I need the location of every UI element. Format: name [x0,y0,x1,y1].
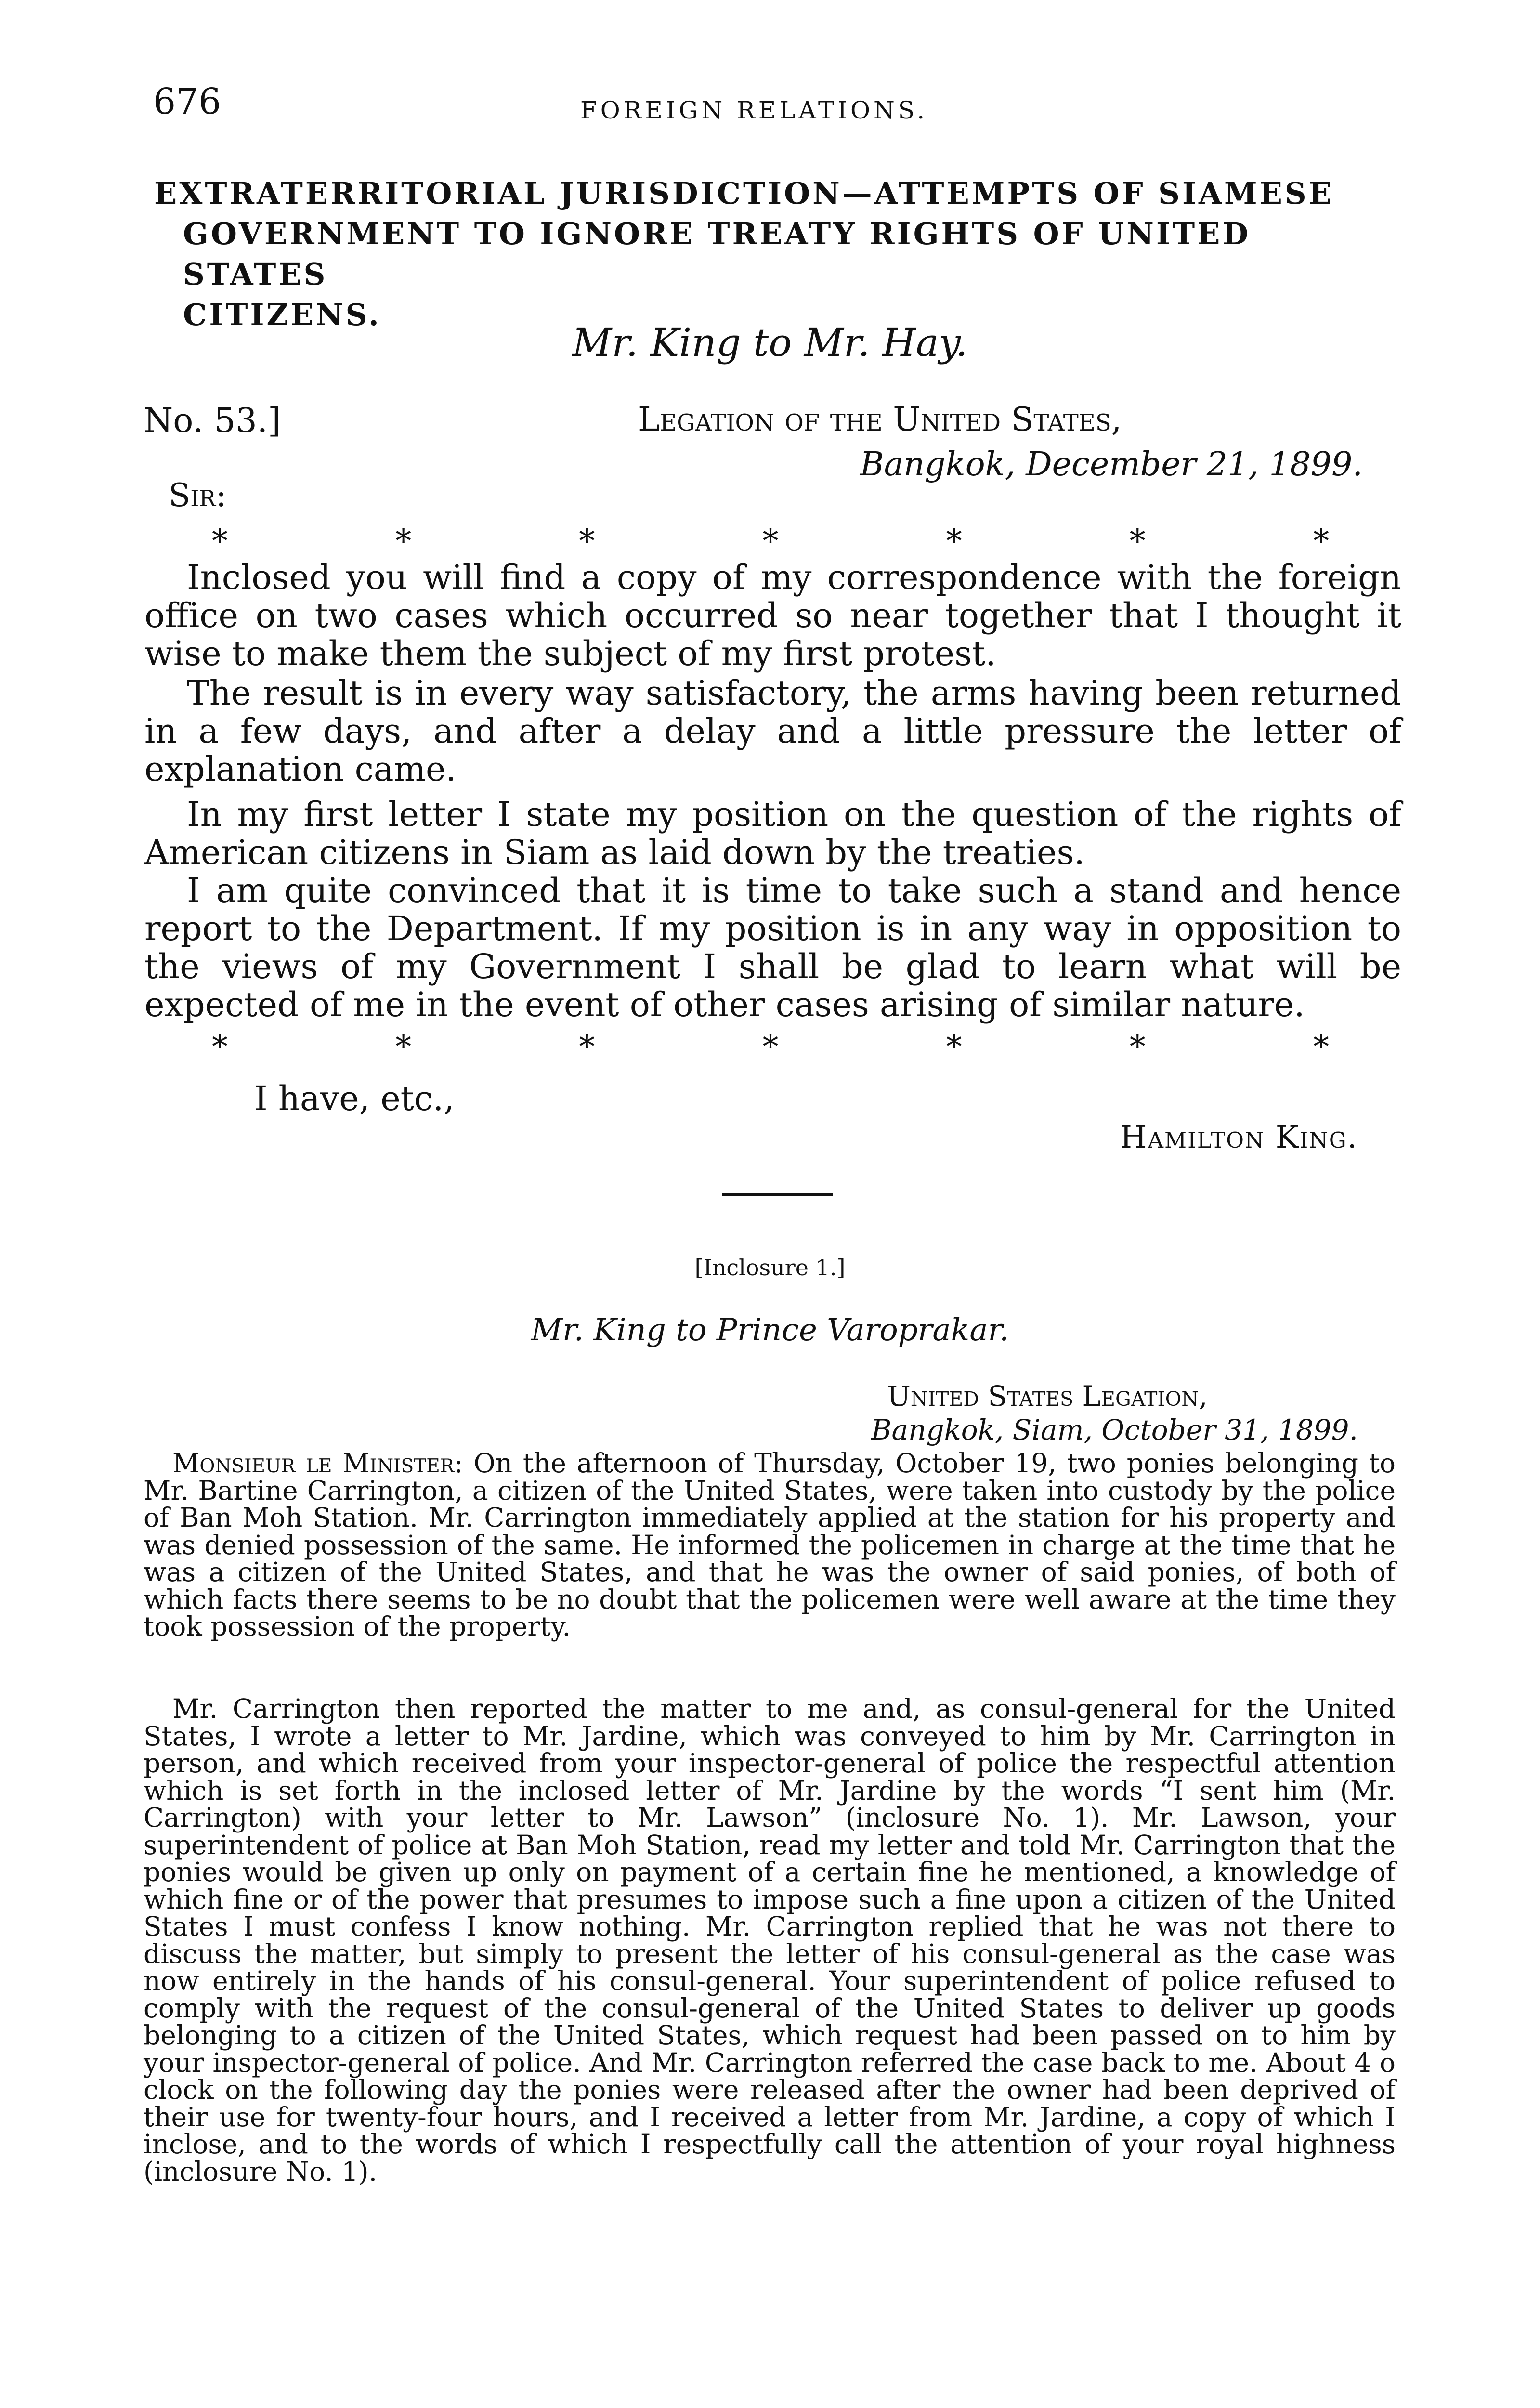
salutation: Sir: [169,477,227,514]
inclosure-salutation: Monsieur le Minister: [172,1448,463,1479]
asterisk: * [579,1028,595,1065]
inclosure-sender-line: United States Legation, [887,1380,1208,1413]
inclosure-title: Mr. King to Prince Varoprakar. [531,1312,1009,1348]
asterisk: * [946,523,962,560]
page-number: 676 [153,81,222,122]
asterisk: * [1313,523,1329,560]
signature: Hamilton King. [1120,1120,1358,1155]
asterisk: * [1129,1028,1146,1065]
closing: I have, etc., [254,1079,455,1118]
asterisk: * [395,1028,412,1065]
asterisk: * [212,523,228,560]
asterisk: * [212,1028,228,1065]
place-date: Bangkok, December 21, 1899. [860,445,1363,484]
asterisk: * [762,523,779,560]
asterisk: * [395,523,412,560]
asterisk: * [946,1028,962,1065]
letter-paragraph: I am quite convinced that it is time to take such a stand and hence report to the Department. If my position is in any way in opposition to the views of my Government I shall be glad to learn what will be expected of me in the event of other cases arising of similar nature. [144,871,1401,1024]
asterisk: * [579,523,595,560]
asterisk: * [762,1028,779,1065]
asterisk: * [1129,523,1146,560]
asterisk: * [1313,1028,1329,1065]
letter-title: Mr. King to Mr. Hay. [572,320,968,365]
inclosure-paragraph: Mr. Carrington then reported the matter to me and, as consul-general for the United States, I wrote a letter to Mr. Jardine, which was conveyed to him by Mr. Carrington in person, and which received from your inspector-general of police the respectful attention which is set forth in the inclosed letter of Mr. Jardine by the words “I sent him (Mr. Carrington) with your letter to Mr. Lawson” (inclosure No. 1). Mr. Lawson, your superintendent of police at Ban Moh Station, read my letter and told Mr. Carrington that the ponies would be given up only on payment of a certain fine he mentioned, a knowledge of which fine or of the power that presumes to impose such a fine upon a citizen of the United States I must confess I know nothing. Mr. Carrington replied that he was not there to discuss the matter, but simply to present the letter of his consul-general as the case was now entirely in the hands of his consul-general. Your superintendent of police refused to comply with the request of the consul-general of the United States to deliver up goods belonging to a citizen of the United States, which request had been passed on to him by your inspector-general of police. And Mr. Carrington referred the case back to me. About 4 o clock on the following day the ponies were released after the owner had been deprived of their use for twenty-four hours, and I received a letter from Mr. Jardine, a copy of which I inclose, and to the words of which I respectfully call the attention of your royal highness (inclosure No. 1). [144,1693,1396,2187]
asterisk-row [212,523,1329,560]
inclosure-paragraph [144,1450,1396,1640]
inclosure-label: [Inclosure 1.] [694,1255,846,1281]
section-heading [154,173,1406,335]
sender-line: Legation of the United States, [638,401,1122,439]
section-heading-line-3: CITIZENS. [183,297,381,332]
running-head: FOREIGN RELATIONS. [580,96,928,124]
section-heading-line-1: EXTRATERRITORIAL JURISDICTION—ATTEMPTS OF SIAMESE [154,176,1334,211]
asterisk-row [212,1028,1329,1065]
letter-paragraph: In my first letter I state my position on the question of the rights of American citizens in Siam as laid down by the treaties. [144,795,1401,872]
section-heading-line-2: GOVERNMENT TO IGNORE TREATY RIGHTS OF UNITED STATES [183,216,1251,292]
inclosure-paragraph-text: On the afternoon of Thursday, October 19, two ponies belonging to Mr. Bartine Carrington, a citizen of the United States, were taken into custody by the police of Ban Moh Station. Mr. Carrington immediately applied at the station for his property and was denied possession of the same. He informed the policemen in charge at the time that he was a citizen of the United States, and that he was the owner of said ponies, of both of which facts there seems to be no doubt that the policemen were well aware at the time they took possession of the property. [144,1448,1396,1642]
document-number: No. 53.] [144,401,281,440]
inclosure-place-date: Bangkok, Siam, October 31, 1899. [871,1413,1358,1446]
letter-paragraph: Inclosed you will find a copy of my correspondence with the foreign office on two cases which occurred so near together that I thought it wise to make them the subject of my first protest. [144,558,1401,673]
letter-paragraph: The result is in every way satisfactory, the arms having been returned in a few days, and after a delay and a little pressure the letter of explanation came. [144,673,1401,789]
divider [722,1193,833,1196]
